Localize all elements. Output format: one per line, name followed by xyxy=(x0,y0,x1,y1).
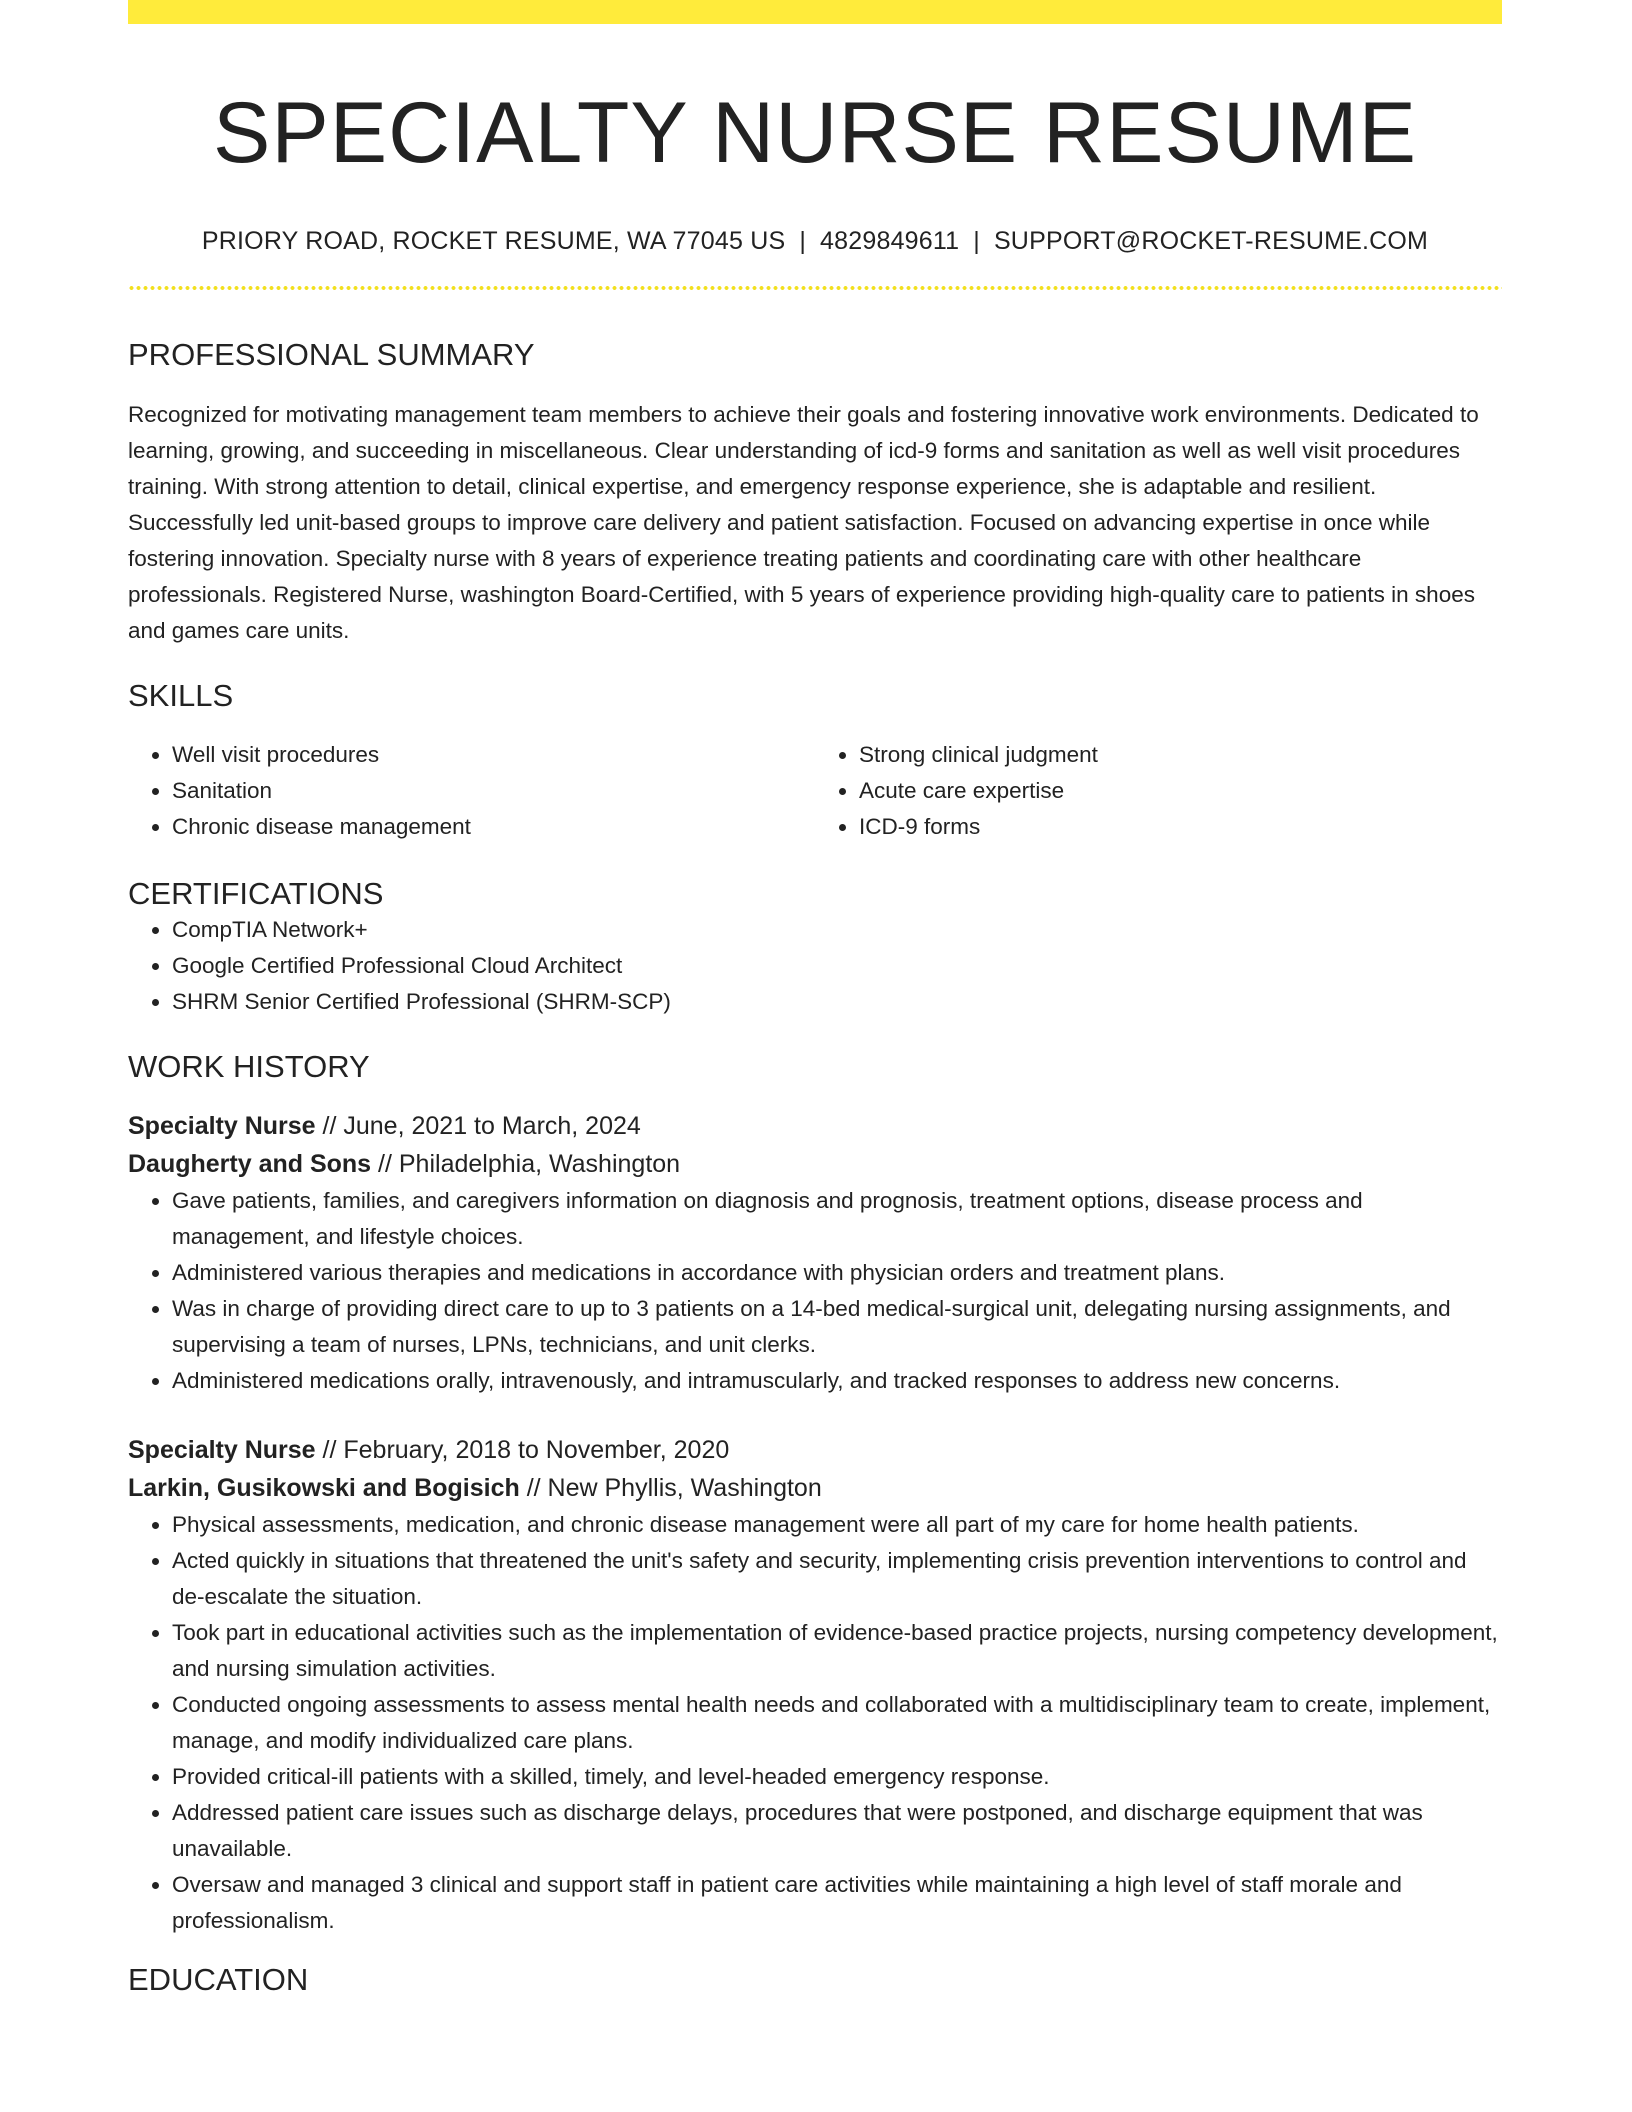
job-duty: • Oversaw and managed 3 clinical and support staff in patient care activities while maintaining a high level of staff morale and professionalism. xyxy=(172,1867,1502,1939)
contact-separator: | xyxy=(973,227,980,256)
job-duties-list xyxy=(128,1507,1502,1939)
skill-item: • Strong clinical judgment xyxy=(859,737,1502,773)
contact-phone: 4829849611 xyxy=(820,227,960,256)
job-role-line xyxy=(128,1431,1502,1469)
job-header xyxy=(128,1431,1502,1507)
contact-email: SUPPORT@ROCKET-RESUME.COM xyxy=(993,227,1429,256)
job-location: // Philadelphia, Washington xyxy=(371,1149,681,1178)
job-duty: • Administered various therapies and medications in accordance with physician orders and treatment plans. xyxy=(172,1255,1502,1291)
skills-heading: SKILLS xyxy=(128,678,234,714)
job-duty: • Provided critical-ill patients with a skilled, timely, and level-headed emergency response. xyxy=(172,1759,1502,1795)
education-heading: EDUCATION xyxy=(128,1961,309,1997)
job-location: // New Phyllis, Washington xyxy=(519,1473,822,1502)
skill-item: • ICD-9 forms xyxy=(859,809,1502,845)
job-role: Specialty Nurse xyxy=(128,1111,316,1140)
skill-item: • Acute care expertise xyxy=(859,773,1502,809)
resume-page xyxy=(128,0,1502,1998)
skill-item: • Sanitation xyxy=(172,773,815,809)
job-duty: • Physical assessments, medication, and chronic disease management were all part of my care for home health patients. xyxy=(172,1507,1502,1543)
job-duty: • Gave patients, families, and caregivers information on diagnosis and prognosis, treatment options, disease process and management, and lifestyle choices. xyxy=(172,1183,1502,1255)
job-role-line xyxy=(128,1107,1502,1145)
top-accent-bar xyxy=(128,0,1502,24)
contact-separator: | xyxy=(799,227,807,256)
job-duty: • Addressed patient care issues such as discharge delays, procedures that were postponed, and discharge equipment that was unavailable. xyxy=(172,1795,1502,1867)
summary-heading: PROFESSIONAL SUMMARY xyxy=(128,337,535,373)
job-company-line xyxy=(128,1469,1502,1507)
job-company: Larkin, Gusikowski and Bogisich xyxy=(128,1473,520,1502)
job-duty: • Took part in educational activities such as the implementation of evidence-based practice projects, nursing competency development, and nursing simulation activities. xyxy=(172,1615,1502,1687)
job-dates: // February, 2018 to November, 2020 xyxy=(315,1435,730,1464)
job-duty: • Administered medications orally, intravenously, and intramuscularly, and tracked responses to address new concerns. xyxy=(172,1363,1502,1399)
certifications-heading: CERTIFICATIONS xyxy=(128,875,384,911)
skill-item: • Chronic disease management xyxy=(172,809,815,845)
job-role: Specialty Nurse xyxy=(128,1435,316,1464)
certification-item: • Google Certified Professional Cloud Architect xyxy=(172,948,1502,984)
job-duty: • Was in charge of providing direct care to up to 3 patients on a 14-bed medical-surgical unit, delegating nursing assignments, and supervising a team of nurses, LPNs, technicians, and unit clerks. xyxy=(172,1291,1502,1363)
job-duties-list xyxy=(128,1183,1502,1399)
contact-line xyxy=(128,227,1502,256)
skill-item: • Well visit procedures xyxy=(172,737,815,773)
skills-columns xyxy=(128,737,1502,845)
dotted-divider xyxy=(128,286,1502,290)
job-company-line xyxy=(128,1145,1502,1183)
skills-list-left xyxy=(128,737,815,845)
skills-list-right xyxy=(815,737,1502,845)
job-duty: • Conducted ongoing assessments to assess mental health needs and collaborated with a multidisciplinary team to create, implement, manage, and modify individualized care plans. xyxy=(172,1687,1502,1759)
summary-text: Recognized for motivating management team members to achieve their goals and fostering innovative work environments. Dedicated to learning, growing, and succeeding in miscellaneous. Clear understanding of icd-9 forms and sanitation as well as well visit procedures training. With strong attention to detail, clinical expertise, and emergency response experience, she is adaptable and resilient. Successfully led unit-based groups to improve care delivery and patient satisfaction. Focused on advancing expertise in once while fostering innovation. Specialty nurse with 8 years of experience treating patients and coordinating care with other healthcare professionals. Registered Nurse, washington Board-Certified, with 5 years of experience providing high-quality care to patients in shoes and games care units. xyxy=(128,402,1479,644)
work-history-heading: WORK HISTORY xyxy=(128,1048,370,1084)
contact-address: PRIORY ROAD, ROCKET RESUME, WA 77045 US xyxy=(201,227,786,256)
resume-title: SPECIALTY NURSE RESUME xyxy=(213,85,1417,181)
job-company: Daugherty and Sons xyxy=(128,1149,372,1178)
job-header xyxy=(128,1107,1502,1183)
certification-item: • SHRM Senior Certified Professional (SHRM-SCP) xyxy=(172,984,1502,1020)
job-duty: • Acted quickly in situations that threatened the unit's safety and security, implementing crisis prevention interventions to control and de-escalate the situation. xyxy=(172,1543,1502,1615)
job-dates: // June, 2021 to March, 2024 xyxy=(315,1111,641,1140)
certification-item: • CompTIA Network+ xyxy=(172,912,1502,948)
certifications-list xyxy=(128,912,1502,1020)
